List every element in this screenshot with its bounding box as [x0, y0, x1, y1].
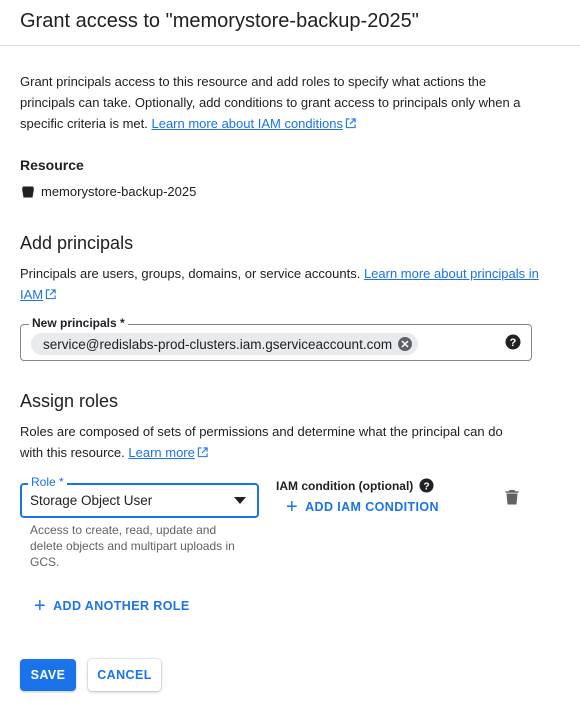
roles-description-text: Roles are composed of sets of permissions and determine what the principal can do with this resource. — [20, 424, 503, 460]
link-label: Learn more about principals in IAM — [20, 266, 539, 302]
external-link-icon — [345, 118, 356, 129]
role-select[interactable] — [20, 475, 259, 518]
new-principals-label: New principals * — [29, 316, 128, 330]
principals-description-text: Principals are users, groups, domains, or service accounts. — [20, 266, 364, 281]
help-icon[interactable] — [505, 334, 521, 350]
add-principals-heading: Add principals — [20, 233, 134, 253]
assign-roles-heading: Assign roles — [20, 391, 119, 411]
role-label: Role * — [28, 475, 67, 489]
svg-text:?: ? — [423, 481, 430, 493]
role-value: Storage Object User — [30, 493, 153, 508]
learn-more-iam-conditions-link[interactable] — [151, 116, 356, 131]
link-label: Learn more — [128, 445, 195, 460]
save-button[interactable]: SAVE — [20, 659, 76, 691]
iam-condition-row — [276, 478, 434, 493]
external-link-icon — [197, 447, 208, 458]
resource-row — [21, 184, 196, 199]
plus-icon: + — [286, 496, 299, 518]
plus-icon: + — [34, 595, 47, 617]
add-another-role-button[interactable] — [34, 595, 190, 617]
intro-paragraph — [20, 71, 540, 134]
principals-description — [20, 263, 540, 305]
chip-remove-icon[interactable] — [398, 337, 412, 351]
add-iam-condition-label: ADD IAM CONDITION — [305, 500, 439, 514]
role-helper-text: Access to create, read, update and delete objects and multipart uploads in GCS. — [30, 523, 235, 569]
help-icon[interactable] — [419, 478, 434, 493]
resource-name: memorystore-backup-2025 — [41, 184, 197, 199]
roles-description — [20, 421, 520, 463]
cancel-button[interactable]: CANCEL — [88, 659, 161, 691]
add-another-role-label: ADD ANOTHER ROLE — [53, 599, 190, 613]
delete-icon[interactable] — [505, 489, 519, 505]
principal-chip-value: service@redislabs-prod-clusters.iam.gserviceaccount.com — [43, 336, 393, 352]
intro-text: Grant principals access to this resource and add roles to specify what actions the principals can take. Optionally, add conditions to grant access to principals only when a specific criteria is met. — [20, 74, 521, 131]
resource-heading: Resource — [20, 157, 84, 173]
principal-chip[interactable] — [31, 333, 418, 355]
bucket-icon — [21, 185, 35, 199]
external-link-icon — [45, 289, 56, 300]
dialog-header — [0, 0, 580, 46]
learn-more-roles-link[interactable] — [128, 445, 207, 460]
add-iam-condition-button[interactable] — [286, 496, 439, 518]
dropdown-arrow-icon — [234, 497, 246, 504]
page-title: Grant access to "memorystore-backup-2025" — [20, 10, 419, 32]
svg-text:?: ? — [509, 337, 517, 349]
iam-condition-label: IAM condition (optional) — [276, 478, 414, 493]
new-principals-field[interactable] — [20, 316, 532, 361]
link-label: Learn more about IAM conditions — [151, 116, 343, 131]
